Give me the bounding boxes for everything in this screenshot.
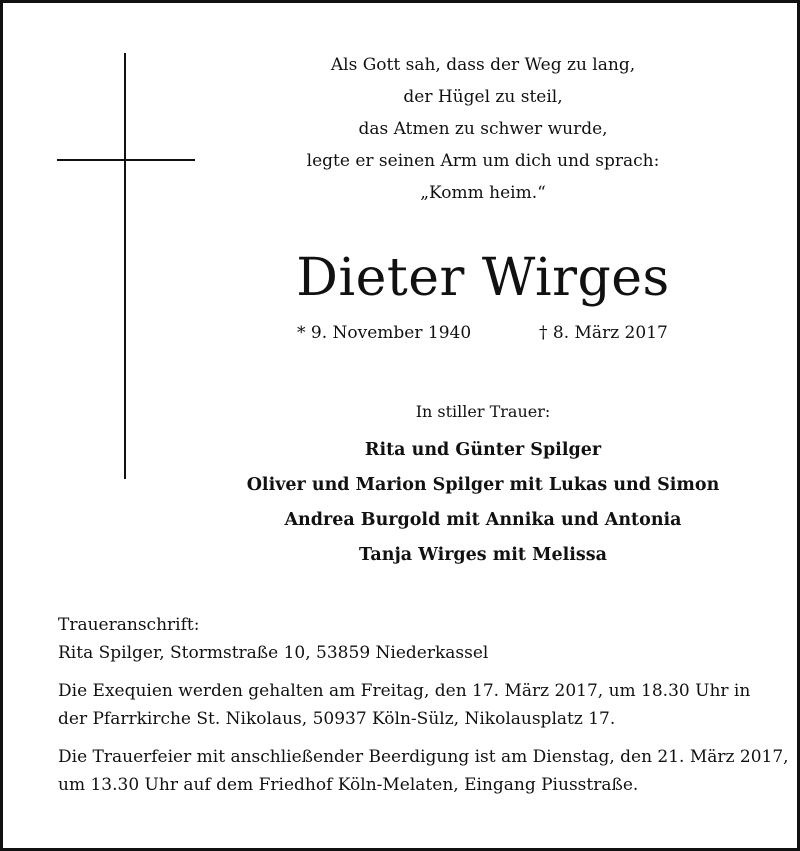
cross-horizontal-bar: [57, 159, 195, 161]
funeral-paragraph: [58, 743, 789, 799]
cross-icon: [57, 53, 195, 479]
deceased-name: Dieter Wirges: [296, 248, 670, 308]
mourner-line: Rita und Günter Spilger: [364, 440, 602, 460]
death-date: † 8. März 2017: [539, 323, 668, 343]
mourner-line: Andrea Burgold mit Annika und Antonia: [284, 510, 682, 530]
exequien-line: der Pfarrkirche St. Nikolaus, 50937 Köln-Sülz, Nikolausplatz 17.: [58, 709, 616, 729]
exequien-paragraph: [58, 677, 758, 733]
exequien-line: Die Exequien werden gehalten am Freitag, den 17. März 2017, um 18.30 Uhr in: [58, 681, 751, 701]
address-value: Rita Spilger, Stormstraße 10, 53859 Niederkassel: [58, 643, 489, 663]
birth-date: * 9. November 1940: [297, 323, 472, 343]
mourning-intro: In stiller Trauer:: [415, 402, 551, 421]
poem-line: der Hügel zu steil,: [403, 87, 563, 107]
details-section: [58, 611, 789, 799]
poem-line: „Komm heim.“: [420, 183, 546, 203]
cross-vertical-bar: [124, 53, 126, 479]
poem-line: Als Gott sah, dass der Weg zu lang,: [330, 55, 636, 75]
funeral-line: Die Trauerfeier mit anschließender Beerdigung ist am Dienstag, den 21. März 2017,: [58, 747, 789, 767]
poem-line: legte er seinen Arm um dich und sprach:: [306, 151, 660, 171]
mourners-list: [203, 433, 763, 573]
poem: [253, 49, 713, 209]
funeral-line: um 13.30 Uhr auf dem Friedhof Köln-Melaten, Eingang Piusstraße.: [58, 775, 639, 795]
address-label: Traueranschrift:: [58, 615, 200, 635]
mourner-line: Oliver und Marion Spilger mit Lukas und Simon: [246, 475, 720, 495]
poem-line: das Atmen zu schwer wurde,: [358, 119, 608, 139]
mourner-line: Tanja Wirges mit Melissa: [359, 545, 607, 565]
